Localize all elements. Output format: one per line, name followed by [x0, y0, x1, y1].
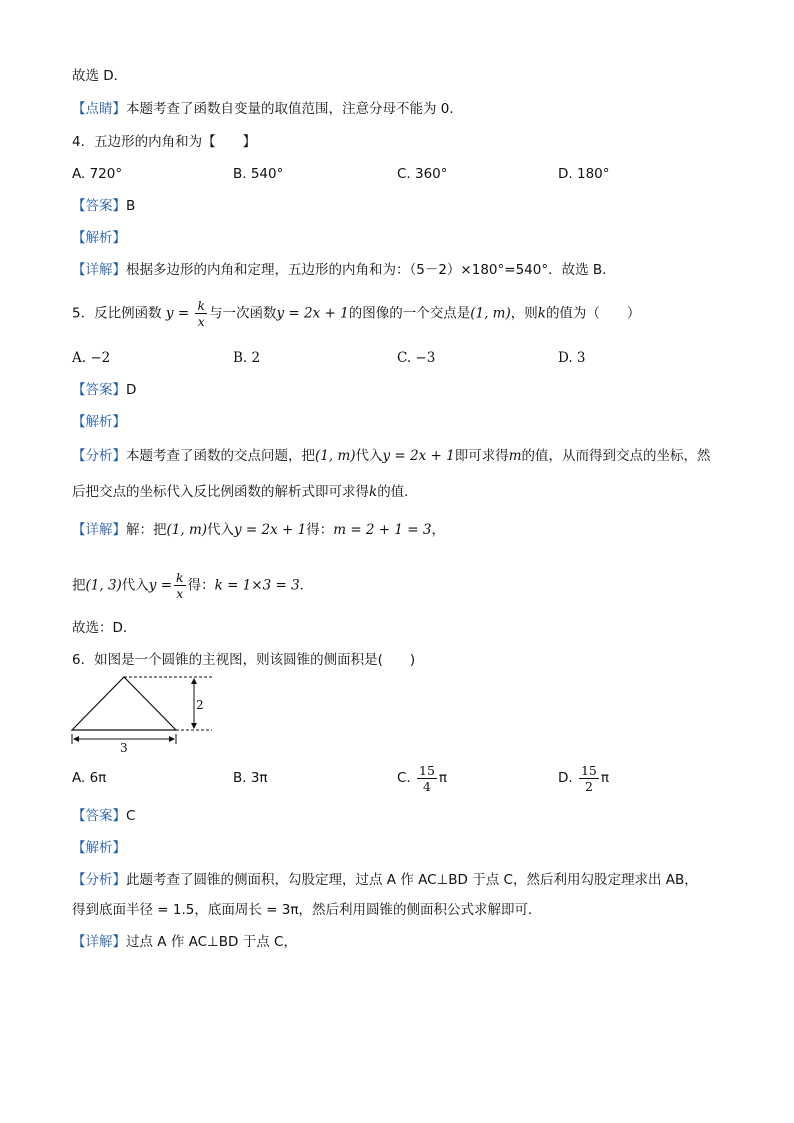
q6-fenxi-2: 得到底面半径 = 1.5，底面周长 = 3π，然后利用圆锥的侧面积公式求解即可．	[72, 902, 542, 918]
equation: y = 2x + 1	[276, 305, 349, 322]
q6-xiangjie	[72, 932, 297, 952]
q6-analysis-tag: 【解析】	[72, 840, 126, 856]
numerator: k	[176, 570, 184, 585]
text: 此题考查了圆锥的侧面积，勾股定理，过点 A 作 AC⊥BD 于点 C，然后利用勾股定理求出 AB，	[126, 872, 698, 888]
equation: y = 2x + 1	[234, 522, 307, 538]
point: (1, 3)	[85, 577, 122, 594]
text: 把	[72, 577, 86, 594]
q6-option-d: D. $\frac{15}{2}$ π	[558, 762, 610, 794]
tip-text: 本题考查了函数自变量的取值范围，注意分母不能为 0．	[126, 101, 463, 117]
text: 过点 A 作 AC⊥BD 于点 C，	[126, 934, 297, 950]
var-y: y	[165, 305, 174, 322]
text: 即可求得	[454, 448, 509, 464]
point: (1, m)	[166, 522, 208, 538]
text: ．	[299, 577, 314, 594]
question-6: 6．如图是一个圆锥的主视图，则该圆锥的侧面积是( )	[72, 652, 416, 668]
tip-line	[72, 99, 463, 119]
text-line: 故选 D．	[72, 68, 128, 84]
question-5: 5．反比例函数 y = $\frac{k}{x}$ 与一次函数y = 2x + 1的图像的一个交点是(1, m)，则k的值为（ ）	[72, 298, 641, 329]
equation: m = 2 + 1 = 3	[333, 522, 432, 538]
q5-text: 5．反比例函数	[72, 305, 162, 322]
text: 代入	[121, 577, 149, 594]
point: (1, m)	[470, 305, 511, 322]
text: 得：	[187, 577, 215, 594]
text: 本题考查了函数的交点问题，把	[126, 448, 315, 464]
fraction-15-over-2: $\frac{15}{2}$	[580, 762, 597, 794]
q5-option-c: C. −3	[397, 350, 436, 366]
equation: y = 2x + 1	[382, 448, 455, 464]
tag-detail: 【详解】	[72, 934, 126, 950]
height-label: 2	[196, 698, 204, 712]
tag-answer: 【答案】	[72, 808, 126, 824]
answer-value: D	[126, 382, 137, 398]
tag-analysis: 【分析】	[72, 448, 126, 464]
q4-analysis-tag: 【解析】	[72, 230, 126, 246]
q5-option-a: A. −2	[72, 350, 111, 366]
arrow-head-left	[73, 736, 79, 742]
tag-detail: 【详解】	[72, 522, 126, 538]
q4-answer	[72, 196, 135, 216]
arrow-head-up	[191, 678, 197, 684]
q6-option-b: B. 3π	[233, 770, 268, 786]
var-k: k	[369, 484, 378, 500]
answer-value: B	[126, 198, 136, 214]
question-4: 4．五边形的内角和为【 】	[72, 134, 257, 150]
width-label: 3	[120, 741, 128, 754]
q5-xiangjie-1	[72, 520, 445, 540]
point: (1, m)	[315, 448, 356, 464]
q4-option-b: B. 540°	[233, 166, 284, 182]
var-k: k	[537, 305, 546, 322]
denominator: x	[176, 586, 184, 601]
q6-option-a: A. 6π	[72, 770, 107, 786]
q5-text: ，则	[510, 305, 538, 322]
text: 解：把	[126, 522, 167, 538]
q4-option-c: C. 360°	[397, 166, 448, 182]
q6-answer	[72, 806, 135, 826]
q5-text: 的图像的一个交点是	[348, 305, 471, 322]
q5-option-b: B. 2	[233, 350, 261, 366]
var-m: m	[508, 448, 522, 464]
q4-option-d: D. 180°	[558, 166, 610, 182]
text: 后把交点的坐标代入反比例函数的解析式即可求得	[72, 484, 369, 500]
equation: y =	[148, 577, 173, 594]
q6-option-c: C. $\frac{15}{4}$ π	[397, 762, 448, 794]
q5-fenxi-2	[72, 482, 418, 502]
arrow-head-right	[169, 736, 175, 742]
text: 得：	[306, 522, 334, 538]
fraction-k-over-x	[195, 298, 207, 329]
q5-text: 的值为（ ）	[545, 305, 641, 322]
tag-dianjing: 【点睛】	[72, 101, 126, 117]
fraction-k-over-x	[174, 570, 186, 601]
numerator: k	[197, 298, 206, 313]
cone-front-view-figure	[66, 672, 226, 754]
equation: k = 1×3 = 3	[214, 577, 300, 594]
q5-text: 与一次函数	[209, 305, 277, 322]
q5-option-d: D. 3	[558, 350, 586, 366]
fraction-15-over-4: $\frac{15}{4}$	[419, 762, 435, 794]
triangle	[72, 677, 176, 730]
q5-analysis-tag: 【解析】	[72, 414, 126, 430]
tag-analysis: 【分析】	[72, 872, 126, 888]
tag-detail: 【详解】	[72, 262, 126, 278]
q5-answer	[72, 380, 136, 400]
q5-conclusion: 故选：D．	[72, 620, 137, 636]
text: ，	[431, 522, 445, 538]
q5-fenxi-1	[72, 446, 711, 466]
answer-value: C	[126, 808, 136, 824]
tag-answer: 【答案】	[72, 198, 126, 214]
q5-xiangjie-2	[72, 570, 313, 601]
q6-fenxi-1	[72, 870, 698, 890]
tag-answer: 【答案】	[72, 382, 126, 398]
text: 的值．	[377, 484, 418, 500]
arrow-head-down	[191, 723, 197, 729]
q4-option-a: A. 720°	[72, 166, 123, 182]
text: 代入	[355, 448, 383, 464]
text: 代入	[207, 522, 235, 538]
detail-text: 根据多边形的内角和定理，五边形的内角和为：（5－2）×180°=540°．故选 B．	[126, 262, 616, 278]
denominator: x	[197, 314, 205, 329]
text: 的值，从而得到交点的坐标，然	[521, 448, 711, 464]
q4-detail	[72, 260, 616, 280]
